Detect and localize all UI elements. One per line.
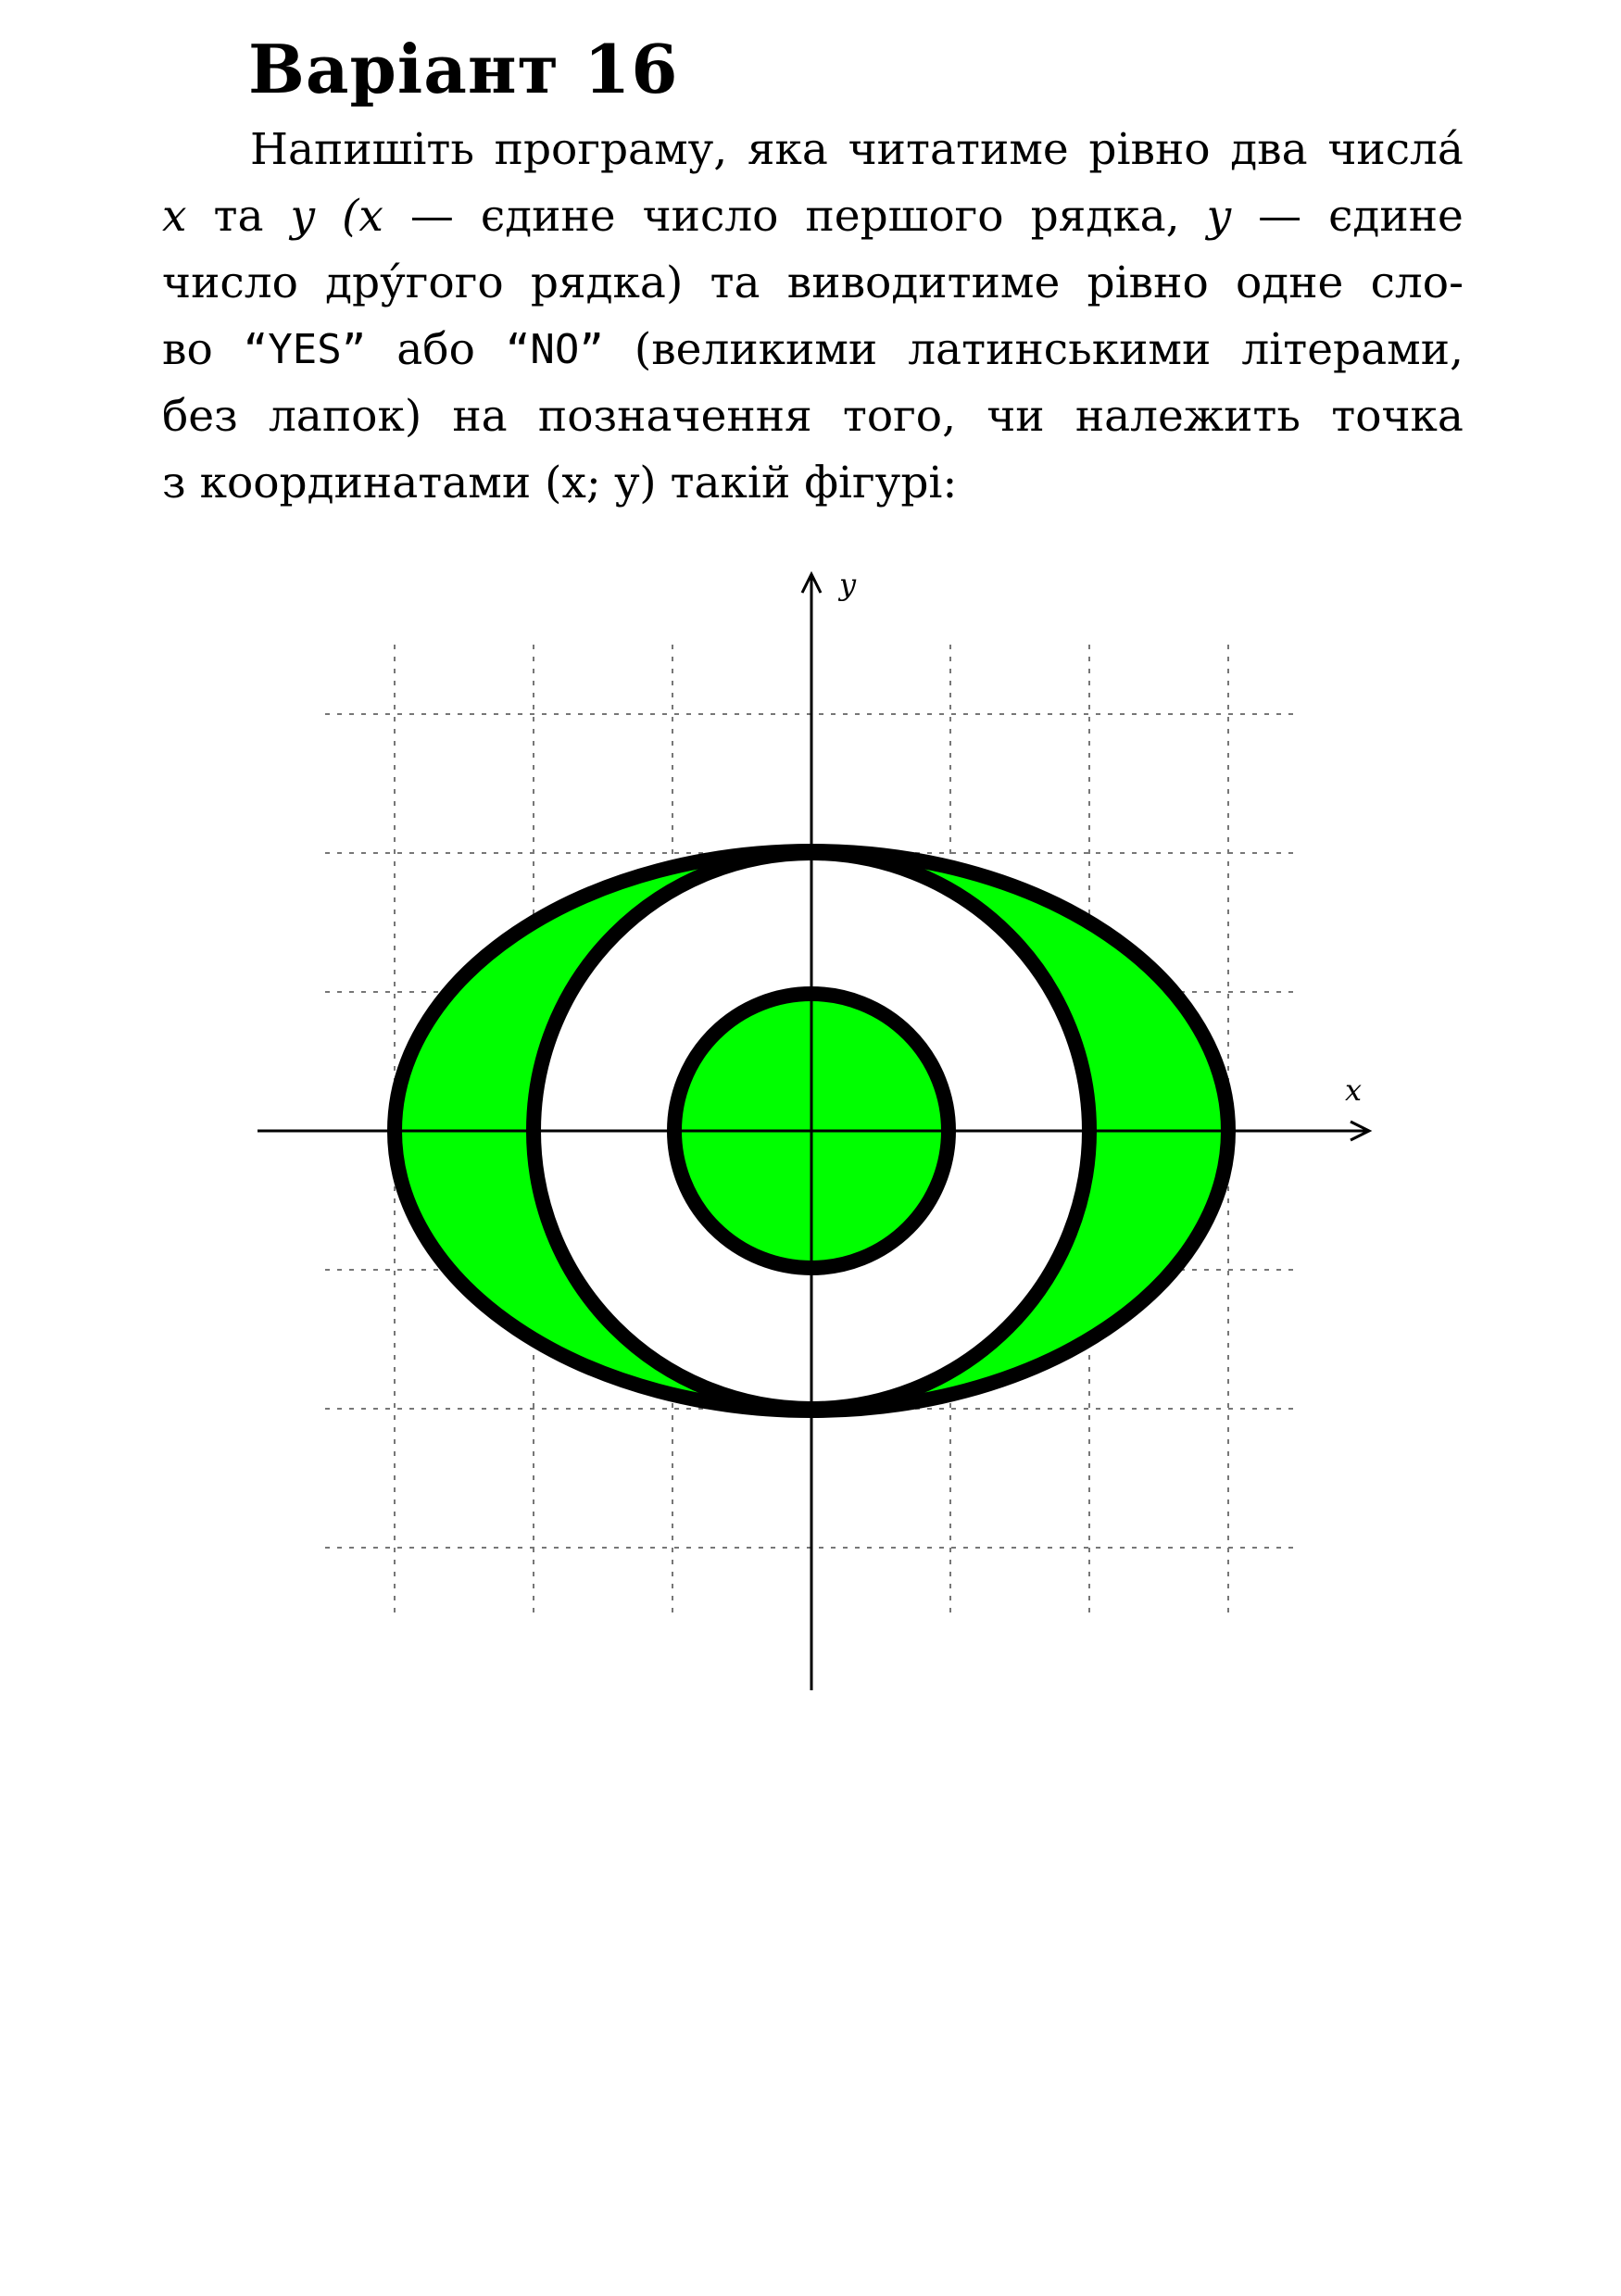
axes <box>258 574 1369 1690</box>
problem-line-5: без лапок) на позначення того, чи належить точка <box>162 391 1464 442</box>
problem-line-6: з координатами (x; y) такій фігурі: <box>162 458 958 508</box>
y-axis-label: y <box>839 567 857 602</box>
problem-line-1: Напишіть програму, яка читатиме рівно два числа́ <box>250 124 1464 175</box>
problem-line-3: число дру́гого рядка) та виводитиме рівно одне сло- <box>162 257 1464 308</box>
page-title: Варіант 16 <box>248 30 679 108</box>
problem-line-2: x та y (x — єдине число першого рядка, y — єдине <box>162 191 1464 242</box>
x-axis-label: x <box>1345 1073 1363 1108</box>
problem-line-4: во “YES” або “NO” (великими латинськими літерами, <box>162 324 1464 375</box>
